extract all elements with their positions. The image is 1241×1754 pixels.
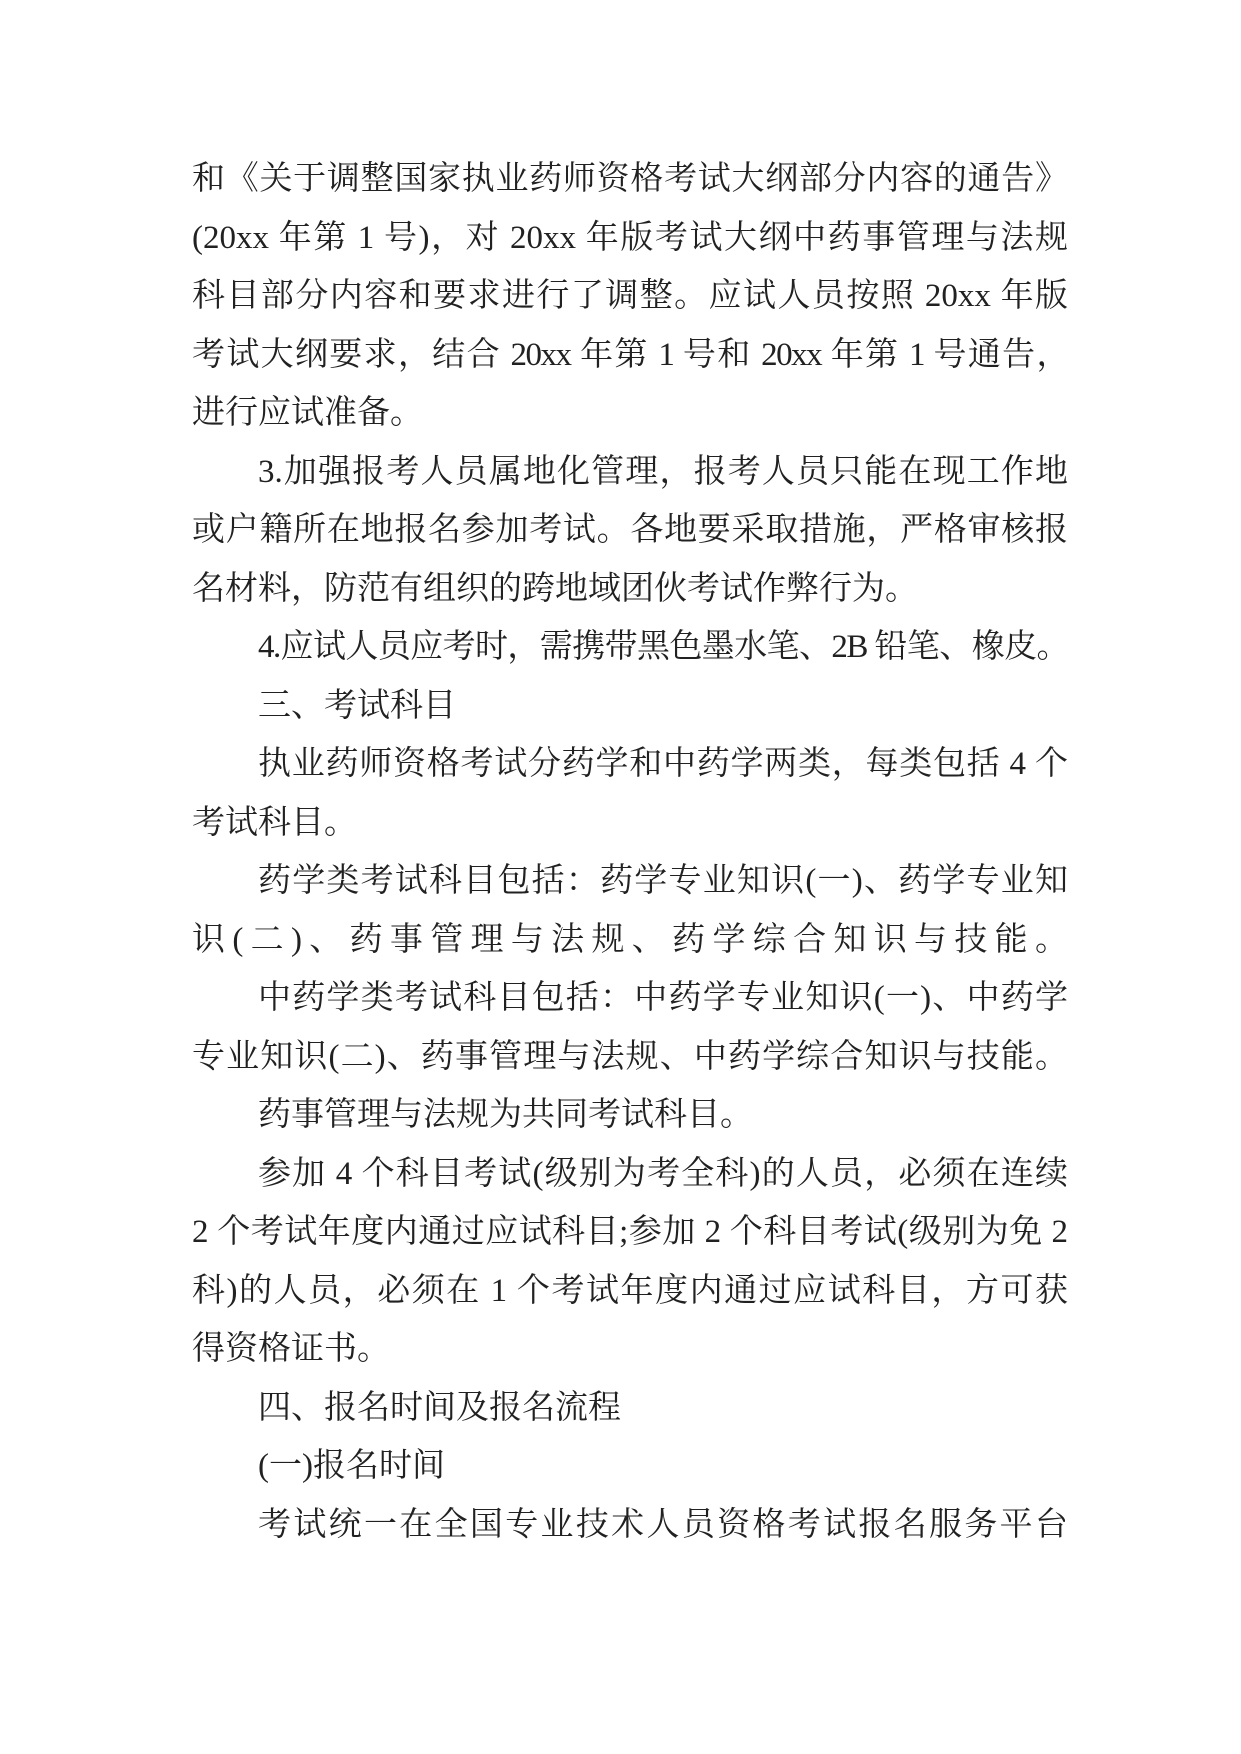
text-line: 执业药师资格考试分药学和中药学两类，每类包括 4 个 [258,746,1068,782]
text-line: 药学类考试科目包括：药学专业知识(一)、药学专业知 [258,863,1068,899]
text-line: 2 个考试年度内通过应试科目;参加 2 个科目考试(级别为免 2 [192,1214,1068,1250]
text-line: 专业知识(二)、药事管理与法规、中药学综合知识与技能。 [192,1038,1068,1075]
text-line: 药事管理与法规为共同考试科目。 [258,1097,753,1133]
section-heading: 三、考试科目 [258,687,456,724]
text-line: 或户籍所在地报名参加考试。各地要采取措施，严格审核报 [192,512,1068,548]
text-line: 中药学类考试科目包括：中药学专业知识(一)、中药学 [258,980,1068,1016]
section-heading: 四、报名时间及报名流程 [258,1389,621,1426]
text-line: 3.加强报考人员属地化管理，报考人员只能在现工作地 [258,453,1068,490]
text-line: 考试科目。 [192,804,357,841]
text-line: 考试大纲要求，结合 20xx 年第 1 号和 20xx 年第 1 号通告， [192,336,1068,373]
text-line: 参加 4 个科目考试(级别为考全科)的人员，必须在连续 [258,1155,1068,1192]
text-line: (20xx 年第 1 号)，对 20xx 年版考试大纲中药事管理与法规 [192,219,1068,256]
text-line: 名材料，防范有组织的跨地域团伙考试作弊行为。 [192,570,918,607]
text-line: 进行应试准备。 [192,395,423,431]
text-line: 得资格证书。 [192,1331,390,1367]
text-line: 科目部分内容和要求进行了调整。应试人员按照 20xx 年版 [192,278,1068,314]
text-line: 和《关于调整国家执业药师资格考试大纲部分内容的通告》 [192,161,1068,197]
text-line: 识(二)、药事管理与法规、药学综合知识与技能。 [192,921,1068,958]
text-line: 科)的人员，必须在 1 个考试年度内通过应试科目，方可获 [192,1272,1068,1309]
text-line: 考试统一在全国专业技术人员资格考试报名服务平台 [258,1506,1068,1543]
subsection-heading: (一)报名时间 [258,1448,445,1484]
text-line: 4.应试人员应考时，需携带黑色墨水笔、2B 铅笔、橡皮。 [258,629,1068,665]
